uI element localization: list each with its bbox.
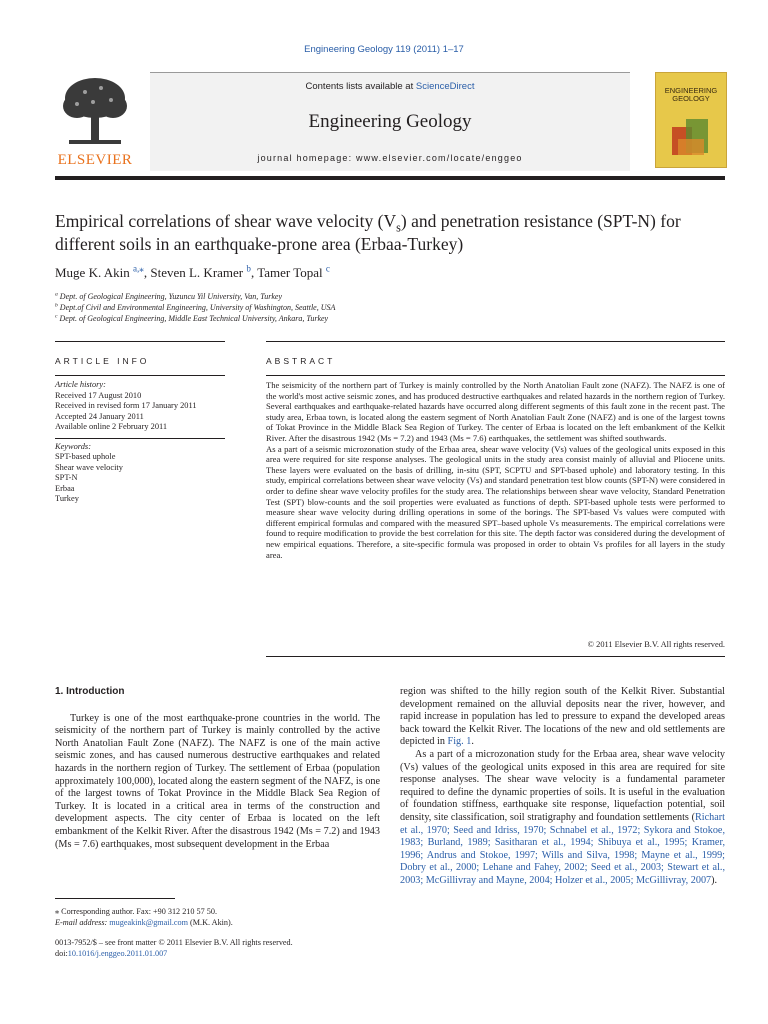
affiliation-text: Dept. of Geological Engineering, Yuzuncu Yil University, Van, Turkey <box>59 292 282 301</box>
author-name[interactable]: Muge K. Akin <box>55 265 130 280</box>
paragraph-text: As a part of a microzonation study for the Erbaa area, shear wave velocity (Vs) values of the geological units exposed in this area are required for site response analyses. The shear wave velocity is a fundamental parameter required to define the dynamic properties of soils. It is useful in the evaluation of foundation stiffness, earthquake site response, liquefaction potential, soil density, site classification, soil stratigraphy and foundation settlements ( <box>400 748 725 823</box>
email-label: E-mail address: <box>55 918 110 927</box>
affiliation <box>55 292 725 301</box>
affiliation <box>55 303 725 312</box>
masthead-rule <box>55 176 725 180</box>
figure-link[interactable]: Fig. 1 <box>447 736 472 748</box>
keyword: SPT-N <box>55 473 78 482</box>
journal-cover-image <box>655 72 727 168</box>
paragraph-text: region was shifted to the hilly region south of the Kelkit River. Substantial development remained on the alluvial deposits near the river, however, and rapid increase in population has led to pressure to expand the developed areas back toward the Kelkit River. The locations of the new and old settlements are depicted in <box>400 686 725 748</box>
affiliation-text: Dept.of Civil and Environmental Engineering, University of Washington, Seattle, USA <box>59 303 336 312</box>
abstract-paragraph: As a part of a seismic microzonation study of the Erbaa area, shear wave velocity (Vs) values of the geological units exposed in this area were required for site response analyses. The geological units in the study area consist mainly of alluvial and Pliocene units. These layers were evaluated on the basis of drilling, in-situ (SPT, SCPTU and SPT-based uphole) and laboratory testing. In this study, empirical correlations between shear wave velocity (Vs) and standard penetration test blow counts (SPT-N) were considered in order to define shear wave velocity profiles for the study area. The relationships between shear wave velocity, Standard Penetration Test (SPT) blow-counts and the soil properties were evaluated as functions of depth. SPT-based uphole tests were performed to measure shear wave velocity during drilling operations in some of the borings. The SPT-based Vs values were computed with different empirical formulas and compared with the measured SPT–based uphole Vs measurements. The empirical correlations were found to require modification to provide the best correlation for this site. The depth factor was considered during the development of new empirical equations. Therefore, a site-specific formula was proposed in order to obtain Vs profiles for all layers in the study area. <box>266 443 725 560</box>
corresponding-author-note: ⁎ Corresponding author. Fax: +90 312 210 57 50. <box>55 907 217 916</box>
article-info-label: ARTICLE INFO <box>55 356 150 366</box>
divider <box>266 375 725 376</box>
history-heading: Article history: <box>55 380 106 389</box>
keyword: SPT-based uphole <box>55 452 116 461</box>
footnote-rule <box>55 898 175 899</box>
author-marks[interactable]: a,⁎ <box>133 263 144 274</box>
section-heading: 1. Introduction <box>55 686 125 697</box>
cover-illustration <box>668 109 714 161</box>
issn-line: 0013-7952/$ – see front matter © 2011 Elsevier B.V. All rights reserved. <box>55 938 293 947</box>
history-item: Available online 2 February 2011 <box>55 422 168 431</box>
citation-links[interactable]: Richart et al., 1970; Seed and Idriss, 1970; Schnabel et al., 1972; Sykora and Stokoe, 1983; Burland, 1989; Sasitharan et al., 1994; Shibuya et al., 1995; Kramer, 1996; Andrus and Stokoe, 1997; Wills and Silva, 1998; Mayne et al., 1999; Dobry et al., 2000; Lehane and Fahey, 2002; Seed et al., 2003; Stewart et al., 2003; McGillivray and Mayne, 2004; Holzer et al., 2005; McGillivray, 2007 <box>400 811 725 886</box>
cover-title-line2: GEOLOGY <box>672 94 710 103</box>
divider <box>55 341 225 342</box>
doi-prefix: doi: <box>55 949 68 958</box>
front-matter <box>55 937 380 959</box>
journal-masthead <box>55 72 725 178</box>
journal-reference[interactable]: Engineering Geology 119 (2011) 1–17 <box>304 44 464 55</box>
publisher-name: ELSEVIER <box>57 152 133 168</box>
divider <box>55 375 225 376</box>
abstract-label: ABSTRACT <box>266 356 336 366</box>
affiliation <box>55 314 725 323</box>
author-name[interactable]: Steven L. Kramer <box>150 265 244 280</box>
article-info <box>55 380 225 505</box>
abstract-paragraph: The seismicity of the northern part of Turkey is mainly controlled by the North Anatolian Fault zone (NAFZ). The NAFZ is one of the world's most active seismic zones, and has produced destructive earthquakes and related hazards in the northern region of Turkey. Several earthquakes and earthquake-related hazards have occurred along different segments of this fault zone in the recent past. The study area, Erbaa town, is located along the eastern segment of North Anatolian Fault Zone (NAFZ) and is one of the largest towns of Tokat Province in the Middle Black Sea Region of Turkey. The center of Erbaa is located on the left embankment of the Kelkit River. After the disastrous 1942 (Ms = 7.2) and 1943 (Ms = 7.6) earthquakes, the settlement was shifted southwards. <box>266 380 725 443</box>
author-marks[interactable]: b <box>246 263 251 274</box>
email-suffix: (M.K. Akin). <box>188 918 233 927</box>
divider <box>266 656 725 657</box>
history-item: Accepted 24 January 2011 <box>55 411 144 421</box>
body-left-column <box>55 686 380 851</box>
title-subscript: s <box>396 220 401 235</box>
history-item: Received 17 August 2010 <box>55 390 142 400</box>
keywords-heading: Keywords: <box>55 441 91 451</box>
affiliation-text: Dept. of Geological Engineering, Middle East Technical University, Ankara, Turkey <box>59 314 329 323</box>
abstract-body <box>266 380 725 560</box>
email-link[interactable]: mugeakink@gmail.com <box>109 918 188 927</box>
author-name[interactable]: Tamer Topal <box>257 265 323 280</box>
footnote <box>55 906 380 928</box>
contents-prefix: Contents lists available at <box>305 81 416 92</box>
journal-name: Engineering Geology <box>308 111 472 132</box>
divider <box>266 341 725 342</box>
cover-title-line1: ENGINEERING <box>664 86 718 95</box>
paragraph-text: . <box>471 736 474 748</box>
cover-title <box>656 87 726 103</box>
history-item: Received in revised form 17 January 2011 <box>55 401 197 410</box>
body-paragraph: Turkey is one of the most earthquake-prone countries in the world. The seismicity of the northern part of Turkey is mainly controlled by the active North Anatolian Fault Zone (NAFZ). The NAFZ is one of the main active seismic zones, and has caused numerous destructive earthquakes and related hazards in the northern region of Turkey. The settlement of Erbaa (population approximately 100,000), located along the eastern segment of the NAFZ, is one of the largest towns of Tokat Province in the Middle Black Sea Region of Turkey. It is located in a critical area in terms of the construction and development aspects. The city center of Erbaa is located on the left embankment of the Kelkit River. After the disastrous 1942 (Ms = 7.2) and 1943 (Ms = 7.6) earthquakes, most subsequent development in the Erbaa <box>55 712 380 850</box>
copyright: © 2011 Elsevier B.V. All rights reserved. <box>587 640 725 649</box>
keyword: Turkey <box>55 494 79 503</box>
author-marks[interactable]: c <box>325 263 330 274</box>
author-list: Muge K. Akin $^{a,⁎}$, Steven L. Kramer $^b$, Tamer Topal $^c$ <box>55 263 330 280</box>
journal-banner <box>150 72 630 171</box>
affiliation-mark: c <box>55 313 58 320</box>
body-paragraph <box>400 749 725 888</box>
divider <box>55 438 225 439</box>
doi-line <box>55 948 380 959</box>
contents-line <box>150 81 630 92</box>
paragraph-text: ). <box>711 874 718 886</box>
keyword: Erbaa <box>55 483 75 493</box>
affiliation-mark: a <box>55 291 58 298</box>
sciencedirect-link[interactable]: ScienceDirect <box>415 81 475 92</box>
body-paragraph <box>400 686 725 749</box>
doi-link[interactable]: 10.1016/j.enggeo.2011.01.007 <box>67 949 168 958</box>
journal-homepage[interactable]: journal homepage: www.elsevier.com/locate/enggeo <box>257 153 523 163</box>
title-part2: ) and penetration resistance (SPT-N) for different soils in an earthquake-prone area (Erbaa-Turkey) <box>55 211 681 254</box>
article-title <box>55 210 725 256</box>
keyword: Shear wave velocity <box>55 462 123 472</box>
affiliation-mark: b <box>55 302 58 309</box>
body-right-column <box>400 686 725 888</box>
title-part1: Empirical correlations of shear wave velocity (V <box>55 211 397 231</box>
email-line <box>55 917 380 928</box>
